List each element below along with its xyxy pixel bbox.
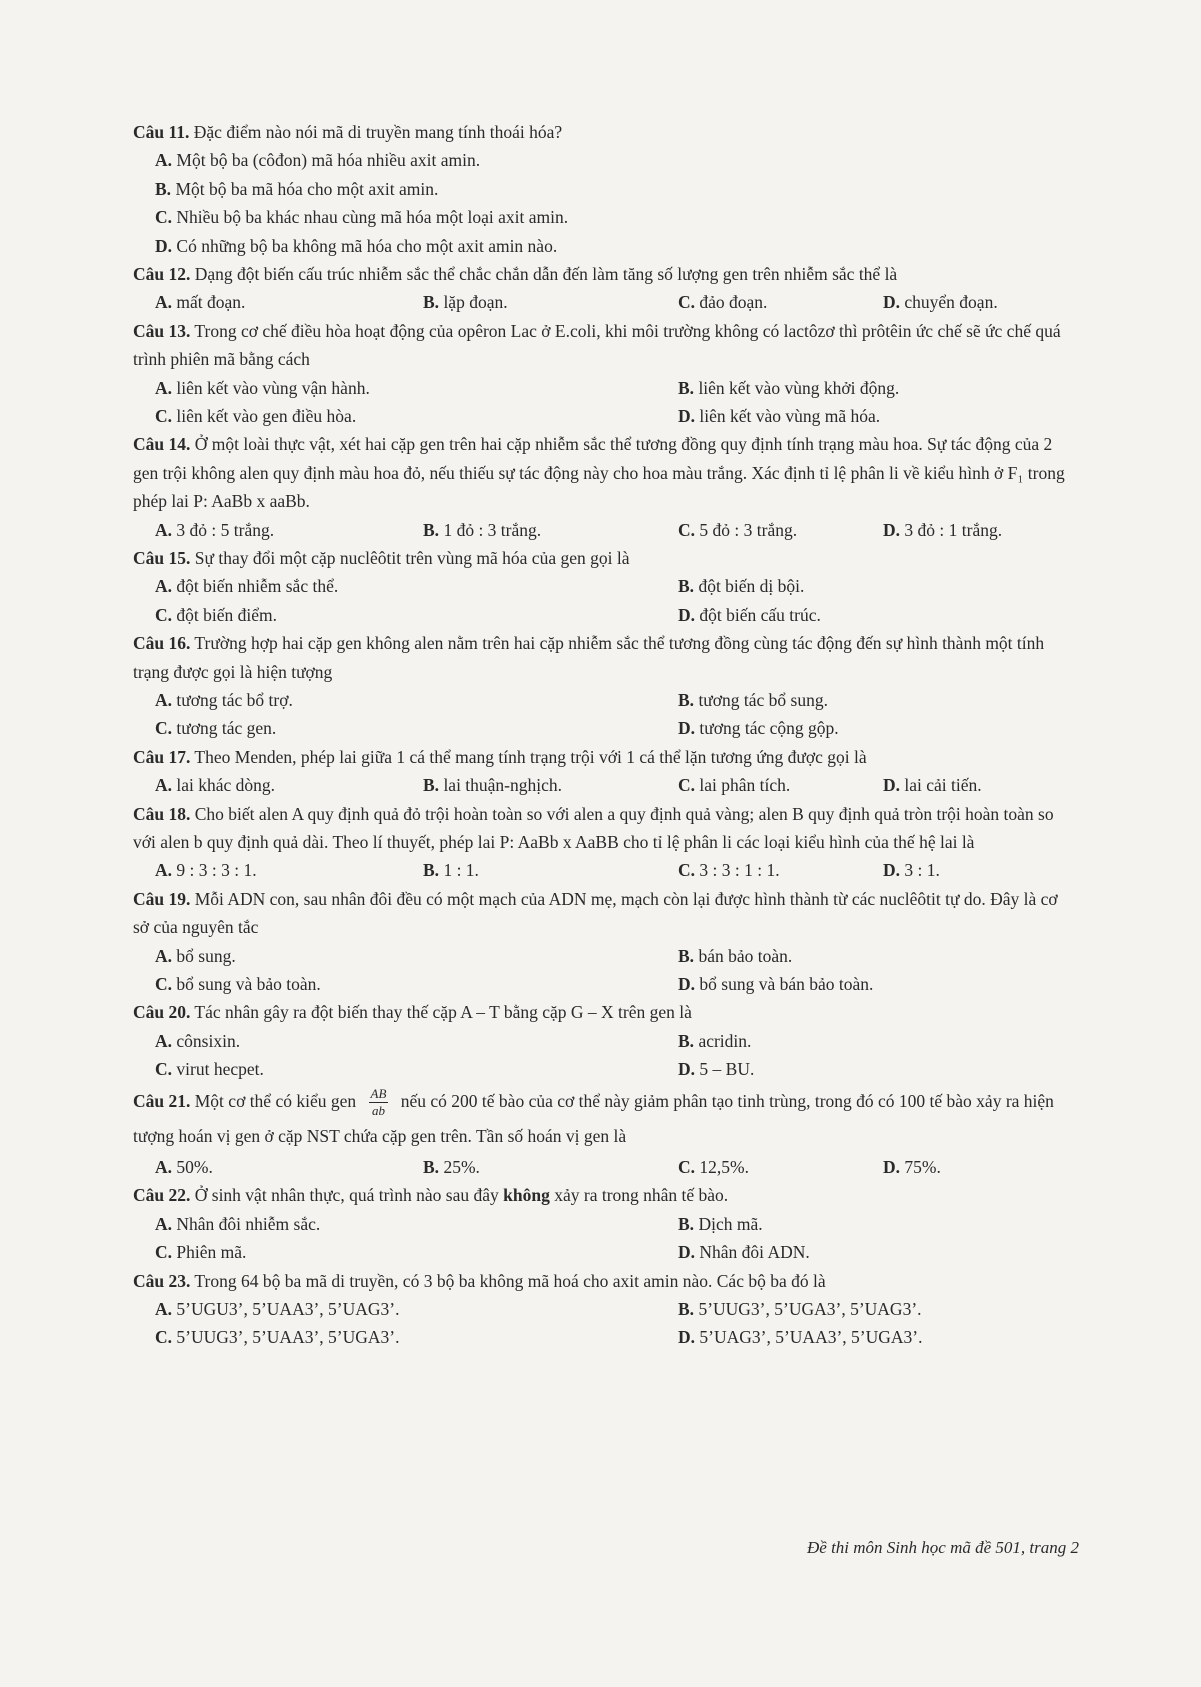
answer-option — [678, 1153, 749, 1181]
answer-text: liên kết vào vùng khởi động. — [698, 377, 900, 398]
answer-letter: A. — [155, 519, 173, 540]
question-stem — [133, 430, 1073, 515]
answer-text: 5 đỏ : 3 trắng. — [699, 519, 798, 540]
answer-text: 5’UAG3’, 5’UAA3’, 5’UGA3’. — [699, 1327, 923, 1348]
answer-text: lai thuận-nghịch. — [443, 775, 563, 796]
answer-option — [678, 1295, 922, 1323]
answer-letter: D. — [883, 292, 901, 313]
answer-letter: B. — [678, 1030, 695, 1051]
answer-option — [155, 203, 568, 231]
answer-letter: C. — [155, 973, 173, 994]
answer-option — [678, 771, 790, 799]
question-text: Dạng đột biến cấu trúc nhiễm sắc thể chắc chắn dẫn đến làm tăng số lượng gen trên nhiễm sắc thể là — [190, 263, 898, 284]
question-text: Theo Menden, phép lai giữa 1 cá thể mang tính trạng trội với 1 cá thể lặn tương ứng được gọi là — [190, 746, 867, 767]
answer-option — [678, 601, 821, 629]
answer-text: 5 – BU. — [699, 1059, 755, 1080]
answer-text: Có những bộ ba không mã hóa cho một axit amin nào. — [176, 235, 558, 256]
answer-option — [883, 288, 998, 316]
answer-letter: D. — [883, 775, 901, 796]
answer-letter: D. — [883, 519, 901, 540]
question-number: Câu 14. — [133, 434, 191, 455]
answer-option — [678, 714, 839, 742]
answer-option — [678, 516, 797, 544]
page-footer: Đề thi môn Sinh học mã đề 501, trang 2 — [807, 1538, 1079, 1557]
answer-letter: C. — [155, 1327, 173, 1348]
question-number: Câu 17. — [133, 746, 191, 767]
answer-text: Nhân đôi ADN. — [699, 1242, 810, 1263]
question-text: Ở một loài thực vật, xét hai cặp gen trên hai cặp nhiễm sắc thể tương đồng quy định tính trạng màu hoa. Sự tác động của 2 gen trội không alen quy định màu hoa đỏ, nếu thiếu sự tác động này cho hoa màu trắng. Xác định tỉ lệ phân li về kiểu hình ở F₁ trong phép lai P: AaBb x aaBb. — [133, 434, 1065, 512]
answer-option — [678, 970, 873, 998]
answer-option — [678, 1238, 810, 1266]
answer-option — [155, 1153, 213, 1181]
answer-text: bổ sung và bảo toàn. — [176, 973, 321, 994]
answer-text: bổ sung. — [176, 945, 236, 966]
answer-letter: B. — [678, 377, 695, 398]
answer-option — [155, 856, 257, 884]
answer-letter: B. — [678, 1213, 695, 1234]
answer-text: đột biến điểm. — [176, 604, 277, 625]
question-text: Cho biết alen A quy định quả đỏ trội hoàn toàn so với alen a quy định quả vàng; alen B quy định quả tròn trội hoàn toàn so với alen b quy định quả dài. Theo lí thuyết, phép lai P: AaBb x AaBB cho tỉ lệ phân li các loại kiểu hình của thế hệ lai là — [133, 803, 1054, 852]
answer-text: 25%. — [443, 1157, 480, 1178]
answer-option — [678, 572, 804, 600]
answer-text: lặp đoạn. — [443, 292, 508, 313]
answer-option — [155, 146, 480, 174]
answer-option — [155, 771, 275, 799]
answer-text: đột biến cấu trúc. — [699, 604, 821, 625]
question-number: Câu 22. — [133, 1185, 191, 1206]
question-text: Trong cơ chế điều hòa hoạt động của opêron Lac ở E.coli, khi môi trường không có lactôzơ thì prôtêin ức chế sẽ ức chế quá trình phiên mã bằng cách — [133, 320, 1061, 370]
answer-option — [155, 1295, 399, 1323]
answer-text: 3 : 1. — [904, 860, 940, 881]
answer-row — [133, 686, 1073, 714]
answer-letter: A. — [155, 1213, 173, 1234]
answer-option — [155, 374, 370, 402]
question-stem — [133, 1084, 1073, 1153]
question-text: Sự thay đổi một cặp nuclêôtit trên vùng mã hóa của gen gọi là — [190, 547, 630, 568]
answer-option — [155, 402, 356, 430]
answer-text: Phiên mã. — [176, 1242, 247, 1263]
answer-letter: A. — [155, 1030, 173, 1051]
answer-row — [133, 146, 1073, 174]
answer-row — [133, 1210, 1073, 1238]
answer-option — [678, 942, 792, 970]
answer-option — [678, 1055, 754, 1083]
question-text: xảy ra trong nhân tế bào. — [549, 1185, 729, 1206]
answer-text: 5’UUG3’, 5’UGA3’, 5’UAG3’. — [698, 1299, 922, 1319]
answer-text: lai khác dòng. — [176, 775, 276, 796]
answer-text: 9 : 3 : 3 : 1. — [176, 860, 257, 881]
answer-option — [155, 1323, 399, 1351]
answer-option — [423, 771, 562, 799]
question-number: Câu 20. — [133, 1002, 191, 1023]
answer-option — [678, 374, 899, 402]
answer-option — [423, 1153, 480, 1181]
fraction-denominator: ab — [371, 1103, 385, 1119]
question-text: Đặc điểm nào nói mã di truyền mang tính thoái hóa? — [189, 122, 563, 142]
answer-letter: A. — [155, 150, 173, 171]
answer-text: 12,5%. — [699, 1157, 749, 1178]
answer-option — [883, 516, 1002, 544]
answer-letter: A. — [155, 860, 173, 881]
question-stem — [133, 1181, 1073, 1209]
answer-letter: A. — [155, 1299, 173, 1319]
question-stem — [133, 544, 1073, 572]
fraction-numerator: AB — [370, 1086, 387, 1102]
answer-option — [423, 856, 479, 884]
answer-text: 3 đỏ : 5 trắng. — [176, 519, 275, 540]
answer-letter: D. — [678, 973, 696, 994]
answer-text: lai cải tiến. — [904, 775, 982, 796]
answer-option — [883, 856, 940, 884]
answer-letter: C. — [155, 207, 173, 228]
answer-option — [678, 1210, 763, 1238]
answer-text: bổ sung và bán bảo toàn. — [699, 973, 874, 994]
question-stem — [133, 800, 1073, 857]
answer-letter: A. — [155, 377, 173, 398]
answer-option — [155, 572, 338, 600]
answer-letter: B. — [678, 1299, 695, 1319]
question-stem — [133, 885, 1073, 942]
answer-option — [678, 1323, 922, 1351]
answer-option — [678, 402, 880, 430]
answer-letter: A. — [155, 689, 173, 710]
answer-letter: B. — [423, 860, 440, 881]
answer-row — [133, 942, 1073, 970]
answer-option — [155, 686, 293, 714]
answer-row — [133, 203, 1073, 231]
answer-text: liên kết vào vùng mã hóa. — [699, 405, 881, 426]
question-number: Câu 13. — [133, 320, 191, 341]
emphasis-word: không — [503, 1185, 550, 1206]
answer-option — [155, 970, 321, 998]
question-number: Câu 21. — [133, 1090, 191, 1111]
question-text: Tác nhân gây ra đột biến thay thế cặp A – T bằng cặp G – X trên gen là — [190, 1002, 692, 1023]
answer-text: liên kết vào vùng vận hành. — [176, 377, 370, 398]
answer-letter: C. — [678, 775, 696, 796]
answer-row — [133, 288, 1073, 316]
question-number: Câu 19. — [133, 888, 191, 909]
answer-letter: C. — [155, 718, 173, 739]
answer-letter: D. — [883, 860, 901, 881]
answer-letter: C. — [155, 1059, 173, 1080]
question-number: Câu 12. — [133, 263, 191, 284]
answer-letter: B. — [423, 292, 440, 313]
answer-option — [423, 288, 508, 316]
answer-text: 3 đỏ : 1 trắng. — [904, 519, 1003, 540]
answer-letter: A. — [155, 292, 173, 313]
question-stem — [133, 629, 1073, 686]
answer-text: 5’UGU3’, 5’UAA3’, 5’UAG3’. — [176, 1299, 400, 1319]
answer-row — [133, 856, 1073, 884]
answer-option — [423, 516, 541, 544]
answer-option — [155, 942, 236, 970]
answer-row — [133, 175, 1073, 203]
answer-row — [133, 1027, 1073, 1055]
question-text-lead: Một cơ thể có kiểu gen — [190, 1090, 361, 1111]
answer-option — [155, 714, 276, 742]
answer-text: tương tác gen. — [176, 718, 277, 739]
answer-text: 3 : 3 : 1 : 1. — [699, 860, 780, 881]
question-stem — [133, 118, 1073, 146]
answer-text: 75%. — [904, 1157, 941, 1178]
question-stem — [133, 1267, 1073, 1295]
question-text: Trường hợp hai cặp gen không alen nằm trên hai cặp nhiễm sắc thể tương đồng cùng tác động đến sự hình thành một tính trạng được gọi là hiện tượng — [133, 633, 1045, 682]
answer-letter: A. — [155, 775, 173, 796]
answer-row — [133, 714, 1073, 742]
answer-row — [133, 1238, 1073, 1266]
answer-option — [155, 288, 245, 316]
answer-option — [678, 686, 828, 714]
question-stem — [133, 317, 1073, 374]
answer-letter: D. — [678, 1242, 696, 1263]
answer-letter: A. — [155, 1157, 173, 1178]
answer-row — [133, 572, 1073, 600]
answer-letter: B. — [423, 775, 440, 796]
answer-letter: C. — [678, 1157, 696, 1178]
answer-text: cônsixin. — [176, 1030, 241, 1051]
answer-text: đảo đoạn. — [699, 292, 768, 313]
answer-option — [155, 516, 274, 544]
question-text-lead: Ở sinh vật nhân thực, quá trình nào sau đây — [190, 1185, 504, 1206]
answer-letter: D. — [678, 604, 696, 625]
answer-letter: C. — [155, 1242, 173, 1263]
answer-text: bán bảo toàn. — [698, 945, 793, 966]
answer-option — [678, 1027, 751, 1055]
answer-letter: B. — [678, 689, 695, 710]
answer-row — [133, 1055, 1073, 1083]
answer-text: acridin. — [698, 1030, 752, 1051]
answer-text: Một bộ ba (côđon) mã hóa nhiều axit amin. — [176, 150, 481, 171]
answer-option — [155, 1238, 246, 1266]
answer-letter: C. — [678, 519, 696, 540]
answer-letter: C. — [678, 292, 696, 313]
answer-row — [133, 970, 1073, 998]
answer-row — [133, 771, 1073, 799]
question-text: Trong 64 bộ ba mã di truyền, có 3 bộ ba không mã hoá cho axit amin nào. Các bộ ba đó là — [190, 1270, 826, 1291]
answer-text: liên kết vào gen điều hòa. — [176, 405, 357, 426]
answer-letter: D. — [678, 405, 696, 426]
answer-letter: D. — [678, 718, 696, 739]
question-stem — [133, 998, 1073, 1026]
question-number: Câu 11. — [133, 122, 190, 142]
answer-text: 50%. — [176, 1157, 213, 1178]
answer-text: Một bộ ba mã hóa cho một axit amin. — [175, 178, 439, 199]
answer-row — [133, 402, 1073, 430]
question-text: nếu có 200 tế bào của cơ thể này giảm phân tạo tinh trùng, trong đó có 100 tế bào xảy ra hiện tượng hoán vị gen ở cặp NST chứa cặp gen trên. Tần số hoán vị gen là — [133, 1090, 1054, 1147]
answer-letter: B. — [678, 576, 695, 597]
answer-text: tương tác bổ trợ. — [176, 689, 293, 710]
answer-text: 1 : 1. — [443, 860, 479, 881]
answer-option — [678, 856, 780, 884]
answer-letter: B. — [423, 519, 440, 540]
question-stem — [133, 743, 1073, 771]
answer-option — [678, 288, 767, 316]
question-number: Câu 16. — [133, 633, 191, 654]
answer-option — [155, 1210, 320, 1238]
answer-option — [883, 1153, 941, 1181]
answer-row — [133, 374, 1073, 402]
answer-letter: B. — [678, 945, 695, 966]
answer-row — [133, 232, 1073, 260]
answer-row — [133, 1323, 1073, 1351]
answer-text: 1 đỏ : 3 trắng. — [443, 519, 542, 540]
answer-row — [133, 516, 1073, 544]
answer-text: virut hecpet. — [176, 1059, 264, 1080]
answer-text: đột biến nhiễm sắc thể. — [176, 576, 339, 597]
question-stem — [133, 260, 1073, 288]
answer-option — [155, 232, 557, 260]
question-number: Câu 15. — [133, 547, 191, 568]
answer-text: mất đoạn. — [176, 292, 246, 313]
answer-text: Nhiều bộ ba khác nhau cùng mã hóa một loại axit amin. — [176, 207, 569, 228]
answer-text: 5’UUG3’, 5’UAA3’, 5’UGA3’. — [176, 1327, 400, 1348]
answer-option — [155, 1055, 264, 1083]
answer-text: tương tác cộng gộp. — [699, 718, 839, 739]
answer-text: đột biến dị bội. — [698, 576, 805, 597]
answer-text: Dịch mã. — [698, 1213, 763, 1234]
answer-text: tương tác bổ sung. — [698, 689, 828, 710]
answer-option — [155, 1027, 240, 1055]
answer-letter: D. — [678, 1327, 696, 1348]
genotype-fraction — [369, 1086, 389, 1119]
answer-text: lai phân tích. — [699, 775, 791, 796]
answer-row — [133, 601, 1073, 629]
answer-option — [155, 601, 277, 629]
answer-letter: C. — [678, 860, 696, 881]
answer-letter: D. — [883, 1157, 901, 1178]
answer-letter: B. — [423, 1157, 440, 1178]
answer-letter: B. — [155, 178, 172, 199]
answer-letter: D. — [678, 1059, 696, 1080]
question-number: Câu 23. — [133, 1270, 191, 1291]
question-number: Câu 18. — [133, 803, 191, 824]
answer-letter: C. — [155, 405, 173, 426]
question-list — [133, 118, 1073, 1352]
answer-row — [133, 1295, 1073, 1323]
answer-letter: C. — [155, 604, 173, 625]
answer-option — [155, 175, 438, 203]
answer-text: Nhân đôi nhiễm sắc. — [176, 1213, 321, 1234]
answer-option — [883, 771, 982, 799]
answer-letter: A. — [155, 576, 173, 597]
answer-letter: A. — [155, 945, 173, 966]
answer-row — [133, 1153, 1073, 1181]
answer-letter: D. — [155, 235, 173, 256]
question-text: Mỗi ADN con, sau nhân đôi đều có một mạch của ADN mẹ, mạch còn lại được hình thành từ các nuclêôtit tự do. Đây là cơ sở của nguyên tắc — [133, 888, 1058, 938]
answer-text: chuyển đoạn. — [904, 292, 998, 313]
